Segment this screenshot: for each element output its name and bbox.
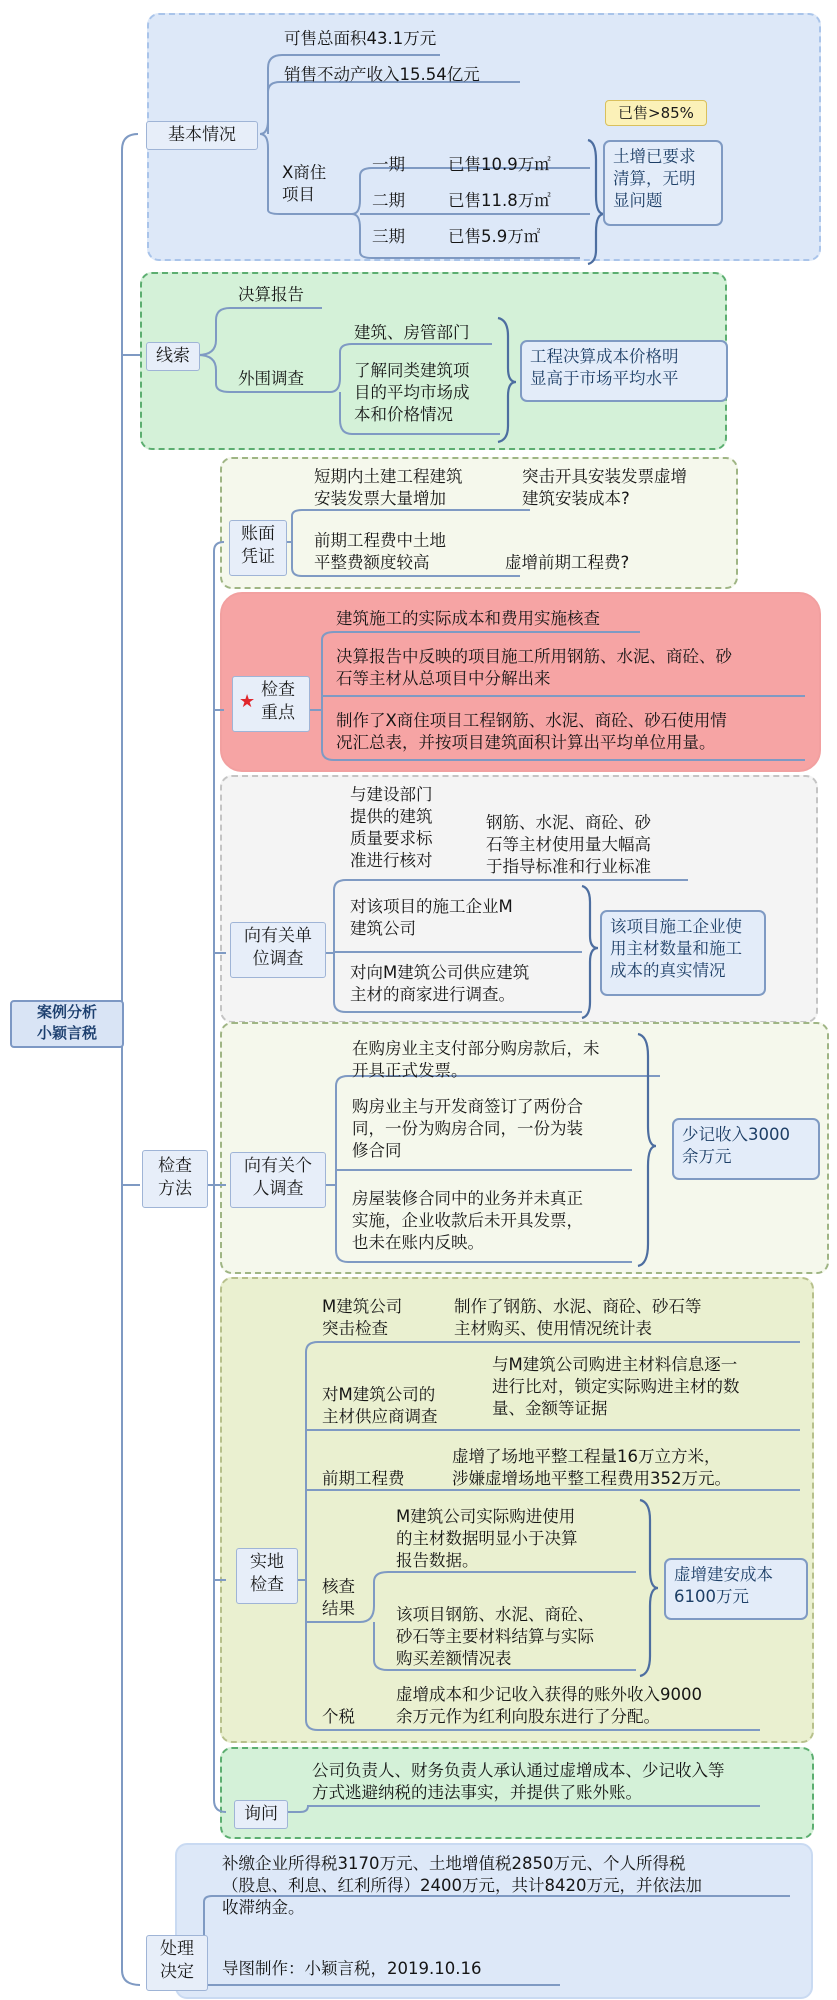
voucher-result-2: 虚增前期工程费? bbox=[505, 553, 630, 572]
persons-item-2: 购房业主与开发商签订了两份合 同，一份为购房合同，一份为装 修合同 bbox=[352, 1097, 583, 1160]
phase-1-name: 一期 bbox=[372, 155, 405, 174]
onsite-verify: 核查 结果 bbox=[322, 1577, 355, 1618]
units-item-3: 对向M建筑公司供应建筑 主材的商家进行调查。 bbox=[350, 963, 530, 1004]
persons-conclusion: 少记收入3000 余万元 bbox=[672, 1118, 820, 1180]
clue-survey: 外围调查 bbox=[238, 369, 304, 388]
decision-credit: 导图制作：小颖言税，2019.10.16 bbox=[222, 1959, 482, 1978]
onsite-tax-result: 虚增成本和少记收入获得的账外收入9000 余万元作为红利向股东进行了分配。 bbox=[396, 1685, 702, 1726]
voucher-result-1: 突击开具安装发票虚增 建筑安装成本? bbox=[522, 467, 687, 508]
persons-item-3: 房屋装修合同中的业务并未真正 实施，企业收款后未开具发票， 也未在账内反映。 bbox=[352, 1189, 583, 1252]
sale-area: 可售总面积43.1万元 bbox=[284, 29, 437, 48]
clue-report: 决算报告 bbox=[238, 285, 304, 304]
phase-2-sold: 已售11.8万㎡ bbox=[448, 191, 551, 210]
star-icon: ★ bbox=[239, 691, 256, 712]
basic-conclusion: 土增已要求 清算，无明 显问题 bbox=[603, 140, 723, 226]
vouchers-label[interactable]: 账面 凭证 bbox=[229, 520, 287, 576]
voucher-item-1: 短期内土建工程建筑 安装发票大量增加 bbox=[314, 467, 463, 508]
onsite-m-result: 制作了钢筋、水泥、商砼、砂石等 主材购买、使用情况统计表 bbox=[454, 1297, 702, 1338]
focus-label-text: 检查 重点 bbox=[261, 680, 295, 723]
project-name: X商住 项目 bbox=[282, 163, 327, 204]
units-label[interactable]: 向有关单 位调查 bbox=[230, 922, 326, 978]
units-conclusion: 该项目施工企业使 用主材数量和施工 成本的真实情况 bbox=[600, 910, 766, 996]
focus-item-3: 制作了X商住项目工程钢筋、水泥、商砼、砂石使用情 况汇总表，并按项目建筑面积计算出平均单位用量。 bbox=[336, 711, 727, 752]
clues-label[interactable]: 线索 bbox=[146, 342, 200, 371]
phase-3-sold: 已售5.9万㎡ bbox=[448, 227, 541, 246]
phase-3-name: 三期 bbox=[372, 227, 405, 246]
onsite-m-check: M建筑公司 突击检查 bbox=[322, 1297, 403, 1338]
onsite-verify-2: 该项目钢筋、水泥、商砼、 砂石等主要材料结算与实际 购买差额情况表 bbox=[396, 1605, 594, 1668]
focus-label[interactable] bbox=[232, 676, 310, 732]
clues-conclusion: 工程决算成本价格明 显高于市场平均水平 bbox=[520, 340, 728, 402]
clue-learn: 了解同类建筑项 目的平均市场成 本和价格情况 bbox=[354, 361, 470, 424]
persons-item-1: 在购房业主支付部分购房款后，未 开具正式发票。 bbox=[352, 1039, 600, 1080]
onsite-label[interactable]: 实地 检查 bbox=[236, 1548, 298, 1604]
root-topic[interactable]: 案例分析 小颖言税 bbox=[10, 1000, 124, 1048]
sale-income: 销售不动产收入15.54亿元 bbox=[284, 65, 480, 84]
onsite-supplier-result: 与M建筑公司购进主材料信息逐一 进行比对，锁定实际购进主材的数 量、金额等证据 bbox=[492, 1355, 740, 1418]
methods-label[interactable]: 检查 方法 bbox=[142, 1150, 208, 1208]
focus-item-1: 建筑施工的实际成本和费用实施核查 bbox=[336, 609, 600, 628]
inquiry-text: 公司负责人、财务负责人承认通过虚增成本、少记收入等 方式逃避纳税的违法事实，并提供了账外账。 bbox=[312, 1761, 725, 1802]
onsite-verify-1: M建筑公司实际购进使用 的主材数据明显小于决算 报告数据。 bbox=[396, 1507, 578, 1570]
onsite-verify-conclusion: 虚增建安成本 6100万元 bbox=[664, 1558, 808, 1620]
phase-1-sold: 已售10.9万㎡ bbox=[448, 155, 551, 174]
phase-2-name: 二期 bbox=[372, 191, 405, 210]
decision-text: 补缴企业所得税3170万元、土地增值税2850万元、个人所得税 （股息、利息、红利所得）2400万元，共计8420万元，并依法加 收滞纳金。 bbox=[222, 1854, 702, 1917]
sold-percent-callout: 已售>85% bbox=[605, 100, 707, 126]
clue-dept: 建筑、房管部门 bbox=[354, 323, 470, 342]
onsite-tax: 个税 bbox=[322, 1707, 355, 1726]
units-item-2: 对该项目的施工企业M 建筑公司 bbox=[350, 897, 513, 938]
units-result-1: 钢筋、水泥、商砼、砂 石等主材使用量大幅高 于指导标准和行业标准 bbox=[486, 813, 651, 876]
voucher-item-2: 前期工程费中土地 平整费额度较高 bbox=[314, 531, 446, 572]
onsite-prework: 前期工程费 bbox=[322, 1469, 405, 1488]
focus-item-2: 决算报告中反映的项目施工所用钢筋、水泥、商砼、砂 石等主材从总项目中分解出来 bbox=[336, 647, 732, 688]
inquiry-label[interactable]: 询问 bbox=[234, 1800, 288, 1829]
onsite-prework-result: 虚增了场地平整工程量16万立方米， 涉嫌虚增场地平整工程费用352万元。 bbox=[452, 1447, 731, 1488]
decision-label[interactable]: 处理 决定 bbox=[146, 1935, 208, 1991]
basic-label[interactable]: 基本情况 bbox=[146, 121, 258, 150]
onsite-supplier: 对M建筑公司的 主材供应商调查 bbox=[322, 1385, 438, 1426]
units-item-1: 与建设部门 提供的建筑 质量要求标 准进行核对 bbox=[350, 785, 433, 870]
persons-label[interactable]: 向有关个 人调查 bbox=[230, 1152, 326, 1208]
